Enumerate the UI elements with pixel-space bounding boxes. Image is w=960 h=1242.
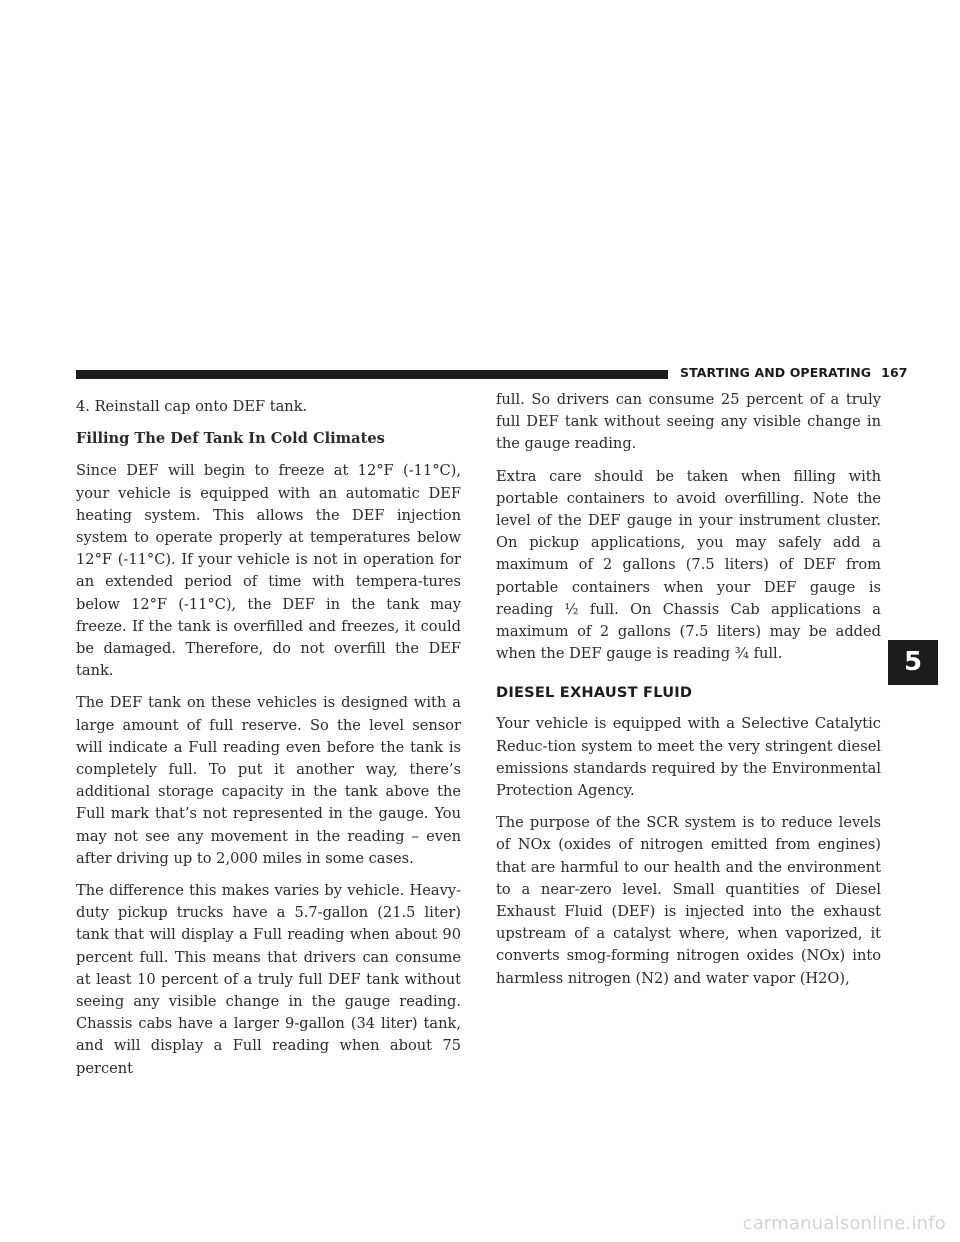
scr-purpose-paragraph: The purpose of the SCR system is to reduce levels of NOx (oxides of nitrogen emitted from engines) that are harmful to our health and the environment to a near-zero level. Small quantities of Diesel Exhaust Fluid (DEF) is injected into the exhaust upstream of a catalyst where, when vaporized, it converts smog-forming nitrogen oxides (NOx) into harmless nitrogen (N2) and water vapor (H2O), [496, 814, 881, 987]
page-number: 167 [881, 365, 908, 380]
step-4-text: 4. Reinstall cap onto DEF tank. [76, 398, 308, 415]
right-column [496, 389, 881, 1000]
def-section-heading: DIESEL EXHAUST FLUID [496, 684, 693, 702]
chapter-tab: 5 [888, 640, 938, 685]
left-column [76, 396, 461, 1090]
continued-paragraph: full. So drivers can consume 25 percent of a truly full DEF tank without seeing any visible change in the gauge reading. [496, 391, 881, 453]
scr-system-paragraph: Your vehicle is equipped with a Selective Catalytic Reduc-tion system to meet the very stringent diesel emissions standards required by the Environmental Protection Agency. [496, 715, 881, 800]
header-rule [76, 370, 668, 379]
cold-climate-paragraph: Since DEF will begin to freeze at 12°F (-11°C), your vehicle is equipped with an automatic DEF heating system. This allows the DEF injection system to operate properly at temperatures below 12°F (-11°C). If your vehicle is not in operation for an extended period of time with tempera-tures below 12°F (-11°C), the DEF in the tank may freeze. If the tank is overfilled and freezes, it could be damaged. Therefore, do not overfill the DEF tank. [76, 462, 461, 680]
vehicle-difference-paragraph: The difference this makes varies by vehicle. Heavy-duty pickup trucks have a 5.7-gallon (21.5 liter) tank that will display a Full reading when about 90 percent full. This means that drivers can consume at least 10 percent of a truly full DEF tank without seeing any visible change in the gauge reading. Chassis cabs have a larger 9-gallon (34 liter) tank, and will display a Full reading when about 75 percent [76, 882, 461, 1077]
section-title: STARTING AND OPERATING [680, 365, 872, 380]
full-reserve-paragraph: The DEF tank on these vehicles is designed with a large amount of full reserve. So the level sensor will indicate a Full reading even before the tank is completely full. To put it another way, there’s additional storage capacity in the tank above the Full mark that’s not represented in the gauge. You may not see any movement in the reading – even after driving up to 2,000 miles in some cases. [76, 694, 461, 867]
watermark: carmanualsonline.info [742, 1213, 946, 1234]
running-header [680, 365, 908, 380]
portable-containers-paragraph: Extra care should be taken when filling with portable containers to avoid overfilling. Note the level of the DEF gauge in your instrument cluster. On pickup applications, you may safely add a maximum of 2 gallons (7.5 liters) of DEF from portable containers when your DEF gauge is reading ½ full. On Chassis Cab applications a maximum of 2 gallons (7.5 liters) may be added when the DEF gauge is reading ¾ full. [496, 467, 881, 663]
cold-climate-heading: Filling The Def Tank In Cold Climates [76, 430, 385, 448]
